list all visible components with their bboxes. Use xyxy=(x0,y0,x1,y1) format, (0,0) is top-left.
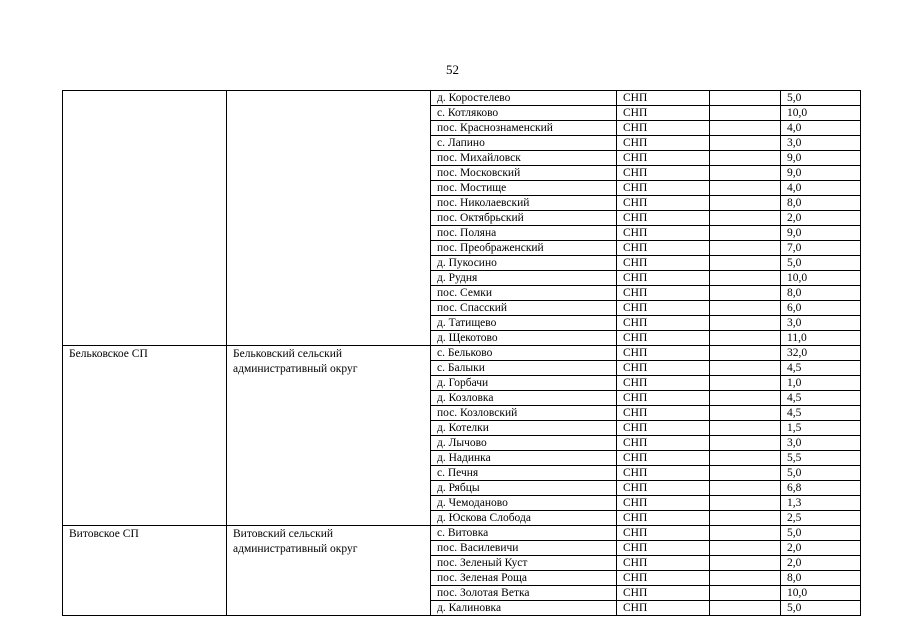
table-row xyxy=(63,91,861,106)
empty-cell xyxy=(710,376,781,391)
locality-name-cell: д. Надинка xyxy=(431,451,617,466)
value-cell: 5,0 xyxy=(781,256,861,271)
locality-name-cell: с. Витовка xyxy=(431,526,617,541)
value-cell: 10,0 xyxy=(781,586,861,601)
locality-name-cell: с. Лапино xyxy=(431,136,617,151)
locality-type-cell: СНП xyxy=(617,556,710,571)
empty-cell xyxy=(710,106,781,121)
locality-type-cell: СНП xyxy=(617,106,710,121)
locality-type-cell: СНП xyxy=(617,601,710,616)
empty-cell xyxy=(710,406,781,421)
locality-type-cell: СНП xyxy=(617,316,710,331)
value-cell: 5,0 xyxy=(781,466,861,481)
district-cell: Витовский сельский административный округ xyxy=(227,526,431,616)
value-cell: 1,3 xyxy=(781,496,861,511)
locality-type-cell: СНП xyxy=(617,181,710,196)
district-cell xyxy=(227,91,431,346)
locality-type-cell: СНП xyxy=(617,226,710,241)
empty-cell xyxy=(710,136,781,151)
empty-cell xyxy=(710,511,781,526)
empty-cell xyxy=(710,91,781,106)
locality-name-cell: д. Пукосино xyxy=(431,256,617,271)
empty-cell xyxy=(710,151,781,166)
locality-type-cell: СНП xyxy=(617,346,710,361)
locality-type-cell: СНП xyxy=(617,481,710,496)
locality-type-cell: СНП xyxy=(617,271,710,286)
locality-type-cell: СНП xyxy=(617,466,710,481)
empty-cell xyxy=(710,571,781,586)
locality-name-cell: пос. Николаевский xyxy=(431,196,617,211)
locality-type-cell: СНП xyxy=(617,166,710,181)
locality-name-cell: д. Коростелево xyxy=(431,91,617,106)
page-number: 52 xyxy=(446,62,459,77)
value-cell: 2,0 xyxy=(781,541,861,556)
locality-type-cell: СНП xyxy=(617,196,710,211)
value-cell: 8,0 xyxy=(781,196,861,211)
locality-type-cell: СНП xyxy=(617,151,710,166)
empty-cell xyxy=(710,286,781,301)
empty-cell xyxy=(710,211,781,226)
settlement-cell: Бельковское СП xyxy=(63,346,227,526)
value-cell: 7,0 xyxy=(781,241,861,256)
empty-cell xyxy=(710,526,781,541)
locality-name-cell: д. Лычово xyxy=(431,436,617,451)
locality-type-cell: СНП xyxy=(617,391,710,406)
value-cell: 4,0 xyxy=(781,121,861,136)
locality-type-cell: СНП xyxy=(617,451,710,466)
settlement-cell: Витовское СП xyxy=(63,526,227,616)
locality-type-cell: СНП xyxy=(617,211,710,226)
empty-cell xyxy=(710,541,781,556)
value-cell: 10,0 xyxy=(781,271,861,286)
locality-name-cell: с. Балыки xyxy=(431,361,617,376)
locality-name-cell: пос. Козловский xyxy=(431,406,617,421)
value-cell: 3,0 xyxy=(781,136,861,151)
locality-name-cell: д. Татищево xyxy=(431,316,617,331)
empty-cell xyxy=(710,121,781,136)
locality-type-cell: СНП xyxy=(617,571,710,586)
locality-type-cell: СНП xyxy=(617,376,710,391)
value-cell: 3,0 xyxy=(781,316,861,331)
locality-type-cell: СНП xyxy=(617,361,710,376)
empty-cell xyxy=(710,256,781,271)
locality-name-cell: д. Щекотово xyxy=(431,331,617,346)
value-cell: 2,0 xyxy=(781,211,861,226)
locality-type-cell: СНП xyxy=(617,91,710,106)
value-cell: 1,5 xyxy=(781,421,861,436)
value-cell: 8,0 xyxy=(781,286,861,301)
locality-name-cell: с. Печня xyxy=(431,466,617,481)
locality-name-cell: д. Козловка xyxy=(431,391,617,406)
empty-cell xyxy=(710,181,781,196)
empty-cell xyxy=(710,166,781,181)
empty-cell xyxy=(710,361,781,376)
empty-cell xyxy=(710,601,781,616)
locality-name-cell: пос. Зеленая Роща xyxy=(431,571,617,586)
locality-type-cell: СНП xyxy=(617,586,710,601)
empty-cell xyxy=(710,436,781,451)
value-cell: 5,0 xyxy=(781,601,861,616)
empty-cell xyxy=(710,421,781,436)
value-cell: 9,0 xyxy=(781,151,861,166)
empty-cell xyxy=(710,226,781,241)
value-cell: 4,5 xyxy=(781,361,861,376)
locality-name-cell: пос. Михайловск xyxy=(431,151,617,166)
table-row xyxy=(63,526,861,541)
locality-name-cell: пос. Зеленый Куст xyxy=(431,556,617,571)
value-cell: 5,0 xyxy=(781,91,861,106)
empty-cell xyxy=(710,391,781,406)
locality-type-cell: СНП xyxy=(617,331,710,346)
empty-cell xyxy=(710,331,781,346)
value-cell: 1,0 xyxy=(781,376,861,391)
locality-name-cell: пос. Октябрьский xyxy=(431,211,617,226)
locality-name-cell: с. Бельково xyxy=(431,346,617,361)
locality-type-cell: СНП xyxy=(617,301,710,316)
locality-name-cell: пос. Преображенский xyxy=(431,241,617,256)
empty-cell xyxy=(710,196,781,211)
locality-type-cell: СНП xyxy=(617,136,710,151)
value-cell: 4,5 xyxy=(781,391,861,406)
locality-name-cell: пос. Золотая Ветка xyxy=(431,586,617,601)
value-cell: 4,5 xyxy=(781,406,861,421)
locality-name-cell: пос. Московский xyxy=(431,166,617,181)
locality-type-cell: СНП xyxy=(617,436,710,451)
locality-type-cell: СНП xyxy=(617,241,710,256)
district-cell: Бельковский сельский административный округ xyxy=(227,346,431,526)
locality-name-cell: д. Котелки xyxy=(431,421,617,436)
locality-name-cell: пос. Семки xyxy=(431,286,617,301)
value-cell: 2,5 xyxy=(781,511,861,526)
value-cell: 5,0 xyxy=(781,526,861,541)
locality-name-cell: пос. Краснознаменский xyxy=(431,121,617,136)
settlements-table xyxy=(62,90,861,616)
value-cell: 11,0 xyxy=(781,331,861,346)
locality-name-cell: д. Чемоданово xyxy=(431,496,617,511)
value-cell: 4,0 xyxy=(781,181,861,196)
locality-type-cell: СНП xyxy=(617,526,710,541)
locality-name-cell: пос. Мостище xyxy=(431,181,617,196)
value-cell: 9,0 xyxy=(781,166,861,181)
value-cell: 10,0 xyxy=(781,106,861,121)
empty-cell xyxy=(710,271,781,286)
empty-cell xyxy=(710,586,781,601)
locality-type-cell: СНП xyxy=(617,421,710,436)
locality-name-cell: д. Калиновка xyxy=(431,601,617,616)
locality-name-cell: пос. Спасский xyxy=(431,301,617,316)
value-cell: 6,0 xyxy=(781,301,861,316)
empty-cell xyxy=(710,346,781,361)
locality-type-cell: СНП xyxy=(617,256,710,271)
locality-type-cell: СНП xyxy=(617,121,710,136)
locality-name-cell: д. Юскова Слобода xyxy=(431,511,617,526)
settlement-cell xyxy=(63,91,227,346)
empty-cell xyxy=(710,556,781,571)
locality-name-cell: пос. Василевичи xyxy=(431,541,617,556)
table-row xyxy=(63,346,861,361)
locality-type-cell: СНП xyxy=(617,496,710,511)
empty-cell xyxy=(710,481,781,496)
value-cell: 32,0 xyxy=(781,346,861,361)
empty-cell xyxy=(710,316,781,331)
table-body xyxy=(63,91,861,616)
locality-type-cell: СНП xyxy=(617,511,710,526)
locality-type-cell: СНП xyxy=(617,286,710,301)
empty-cell xyxy=(710,496,781,511)
locality-name-cell: д. Рябцы xyxy=(431,481,617,496)
empty-cell xyxy=(710,451,781,466)
locality-name-cell: д. Горбачи xyxy=(431,376,617,391)
locality-name-cell: д. Рудня xyxy=(431,271,617,286)
value-cell: 3,0 xyxy=(781,436,861,451)
locality-type-cell: СНП xyxy=(617,541,710,556)
value-cell: 5,5 xyxy=(781,451,861,466)
value-cell: 8,0 xyxy=(781,571,861,586)
value-cell: 9,0 xyxy=(781,226,861,241)
value-cell: 6,8 xyxy=(781,481,861,496)
empty-cell xyxy=(710,301,781,316)
locality-name-cell: с. Котляково xyxy=(431,106,617,121)
empty-cell xyxy=(710,241,781,256)
locality-name-cell: пос. Поляна xyxy=(431,226,617,241)
empty-cell xyxy=(710,466,781,481)
locality-type-cell: СНП xyxy=(617,406,710,421)
value-cell: 2,0 xyxy=(781,556,861,571)
